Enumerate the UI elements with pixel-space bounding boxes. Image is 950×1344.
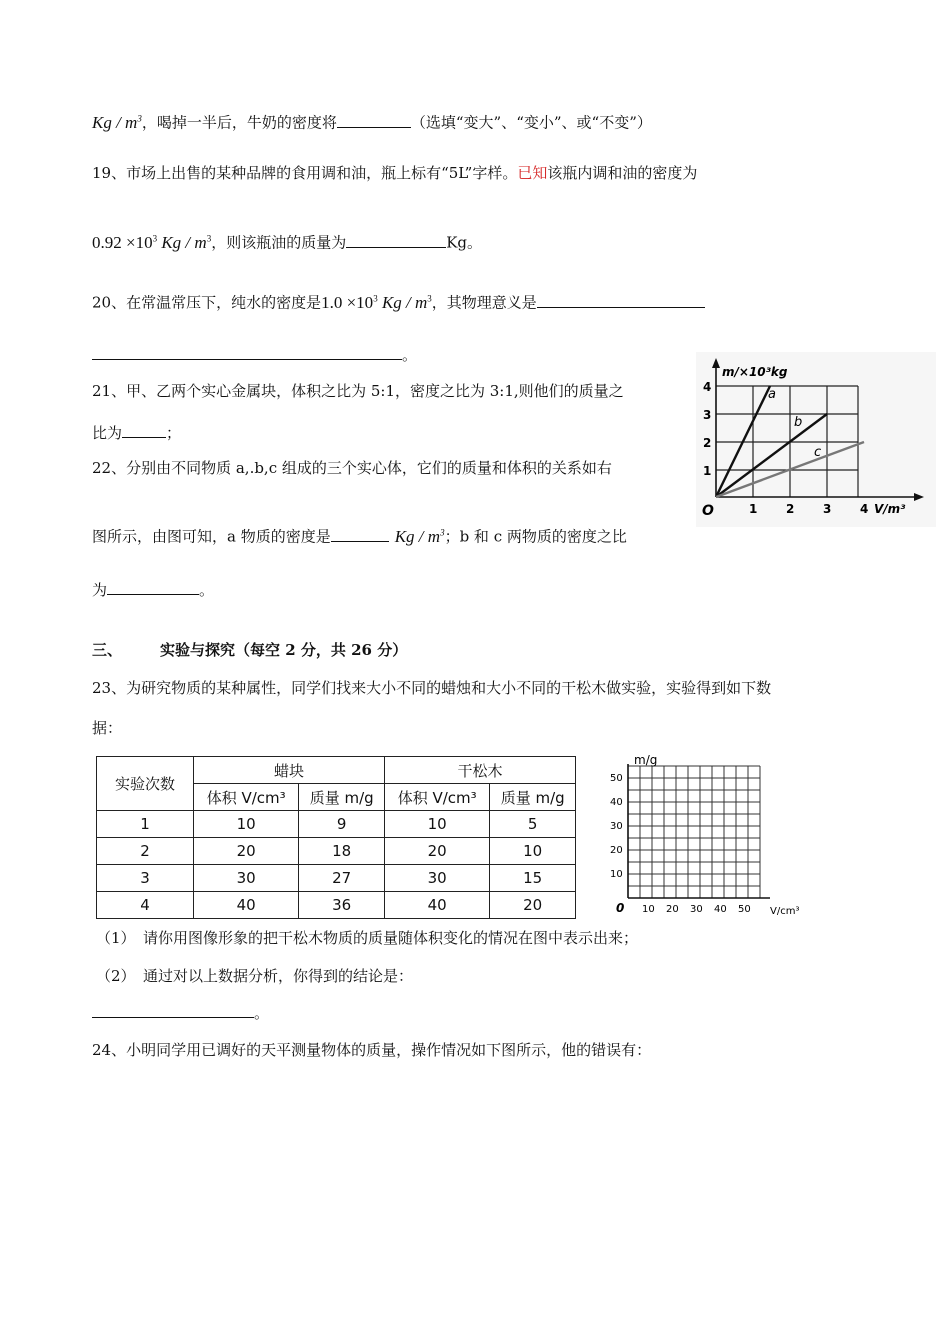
table-cell: 40 [194, 892, 299, 919]
y-axis-label: m/g [634, 753, 658, 767]
y-tick: 40 [610, 797, 623, 808]
subheader-mass: 质量 m/g [299, 784, 385, 811]
density-value: $1.0 \times 10^3$ Kg / $m^3$ [321, 292, 432, 312]
table-cell: 20 [490, 892, 576, 919]
y-tick: 2 [703, 436, 712, 450]
x-tick: 40 [714, 904, 727, 915]
header-pine: 干松木 [384, 757, 575, 784]
q23-line1: 23、为研究物质的某种属性，同学们找来大小不同的蜡烛和大小不同的干松木做实验，实验得到如下数 [92, 679, 772, 697]
table-cell: 9 [299, 811, 385, 838]
q23-answer-line: 。 [92, 1003, 269, 1023]
density-value: $0.92 \times 10^3$ Kg / $m^3$ [92, 232, 212, 252]
subheader-volume: 体积 V/cm³ [384, 784, 489, 811]
answer-blank[interactable] [122, 423, 166, 438]
section-heading: 三、 实验与探究（每空 2 分，共 26 分） [92, 641, 408, 659]
y-tick: 10 [610, 869, 623, 880]
density-unit: Kg / $m^3$ [394, 526, 445, 546]
q19-line2: $0.92 \times 10^3$ Kg / $m^3$，则该瓶油的质量为 Kg。 [92, 232, 483, 252]
table-cell: 5 [490, 811, 576, 838]
mass-volume-graph-abc [696, 352, 936, 527]
x-tick: 20 [666, 904, 679, 915]
x-axis-label: V/m³ [874, 502, 906, 516]
q18-line: Kg / $m^3$，喝掉一半后，牛奶的密度将 （选填“变大”、“变小”、或“不变”） [92, 112, 652, 132]
q20-line1: 20、在常温常压下，纯水的密度是$1.0 \times 10^3$ Kg / $m^3$，其物理意义是 [92, 288, 705, 313]
q23-sub1: （1） 请你用图像形象的把干松木物质的质量随体积变化的情况在图中表示出来； [96, 929, 639, 947]
y-tick: 3 [703, 408, 712, 422]
table-row [97, 838, 576, 865]
table-row [97, 865, 576, 892]
origin-label: O [702, 503, 714, 519]
table-cell: 2 [97, 838, 194, 865]
plot-grid-lines [628, 766, 760, 898]
answer-blank[interactable] [537, 293, 705, 308]
table-cell: 30 [194, 865, 299, 892]
q22-line3: 为 。 [92, 581, 215, 599]
x-tick: 10 [642, 904, 655, 915]
x-tick: 50 [738, 904, 751, 915]
answer-blank[interactable] [346, 233, 446, 248]
q22-line1: 22、分别由不同物质 a,.b,c 组成的三个实心体，它们的质量和体积的关系如右 [92, 459, 612, 477]
q24-line: 24、小明同学用已调好的天平测量物体的质量，操作情况如下图所示，他的错误有： [92, 1041, 652, 1059]
answer-blank[interactable] [331, 527, 389, 542]
q23-sub2: （2） 通过对以上数据分析，你得到的结论是： [96, 967, 414, 985]
table-row [97, 892, 576, 919]
table-cell: 10 [490, 838, 576, 865]
q21-line2: 比为 ； [92, 424, 182, 442]
table-cell: 10 [384, 811, 489, 838]
y-tick: 20 [610, 845, 623, 856]
answer-blank[interactable] [337, 113, 411, 128]
table-cell: 40 [384, 892, 489, 919]
x-axis-label: V/cm³ [770, 906, 800, 917]
series-label-c: c [814, 445, 822, 460]
q21-line1: 21、甲、乙两个实心金属块，体积之比为 5:1，密度之比为 3:1,则他们的质量之 [92, 382, 624, 400]
x-tick: 2 [786, 502, 795, 516]
y-tick: 1 [703, 464, 712, 478]
table-cell: 30 [384, 865, 489, 892]
subheader-mass: 质量 m/g [490, 784, 576, 811]
table-cell: 3 [97, 865, 194, 892]
q19-line1: 19、市场上出售的某种品牌的食用调和油，瓶上标有“5L”字样。已知该瓶内调和油的密度为 [92, 164, 698, 182]
table-cell: 27 [299, 865, 385, 892]
table-cell: 1 [97, 811, 194, 838]
table-cell: 15 [490, 865, 576, 892]
y-tick: 30 [610, 821, 623, 832]
table-cell: 20 [194, 838, 299, 865]
table-cell: 10 [194, 811, 299, 838]
answer-blank[interactable] [107, 580, 199, 595]
series-label-b: b [794, 415, 803, 430]
answer-blank[interactable] [92, 345, 402, 360]
header-trial: 实验次数 [97, 757, 194, 811]
q22-line2: 图所示，由图可知，a 物质的密度是 Kg / $m^3$；b 和 c 两物质的密度之比 [92, 526, 627, 546]
table-cell: 18 [299, 838, 385, 865]
x-tick: 4 [860, 502, 869, 516]
y-axis-label: m/×10³kg [722, 365, 788, 379]
subheader-volume: 体积 V/cm³ [194, 784, 299, 811]
x-tick: 3 [823, 502, 832, 516]
table-header-row [97, 757, 576, 784]
series-label-a: a [768, 387, 776, 402]
y-tick: 50 [610, 773, 623, 784]
blank-plot-grid[interactable] [604, 750, 824, 922]
x-tick: 1 [749, 502, 758, 516]
table-cell: 20 [384, 838, 489, 865]
answer-blank[interactable] [92, 1003, 254, 1018]
y-tick: 4 [703, 380, 712, 394]
x-tick: 30 [690, 904, 703, 915]
origin-label: 0 [616, 901, 625, 915]
table-cell: 4 [97, 892, 194, 919]
density-unit: Kg / $m^3$ [92, 112, 142, 132]
q20-line2: 。 [92, 345, 417, 365]
plot-axes [628, 764, 770, 898]
table-cell: 36 [299, 892, 385, 919]
table-row [97, 811, 576, 838]
q23-line2: 据： [92, 719, 123, 737]
header-wax: 蜡块 [194, 757, 385, 784]
data-table [96, 756, 576, 919]
